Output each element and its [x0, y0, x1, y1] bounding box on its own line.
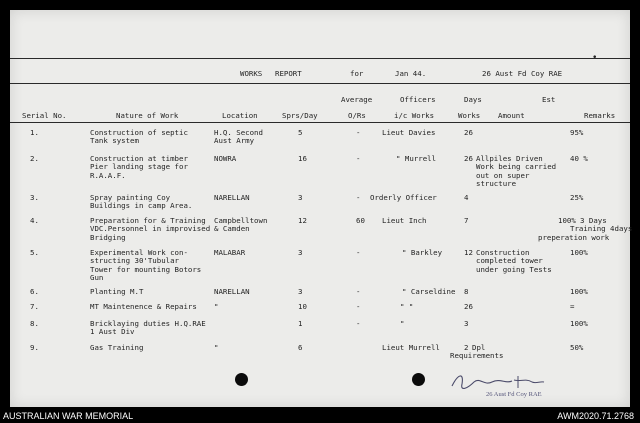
row-2-amount-line: Allpiles Driven — [476, 154, 543, 163]
row-5-amount-line: Construction — [476, 248, 530, 257]
row-7-days: 26 — [464, 302, 473, 311]
signature-stamp — [448, 368, 558, 402]
header-location: Location — [222, 111, 258, 120]
title-unit: 26 Aust Fd Coy RAE — [482, 69, 563, 78]
row-8-days: 3 — [464, 319, 469, 328]
row-3-nature-line: Buildings in camp Area. — [90, 201, 193, 211]
header-average: Average — [341, 95, 373, 104]
row-6-officer: " Carseldine — [402, 287, 456, 296]
column-rule — [10, 122, 630, 123]
row-7-complete: = — [570, 302, 575, 311]
row-8-sprs: 1 — [298, 319, 303, 328]
row-3-serial: 3. — [30, 193, 39, 202]
header-avg-ors: O/Rs — [348, 111, 366, 120]
row-4-location-line: & Camden — [214, 224, 250, 234]
row-2-amount-line: out on super — [476, 170, 530, 180]
row-1-nature-line: Construction of septic — [90, 128, 188, 137]
row-2-nature-line: Pier landing stage for — [90, 162, 188, 172]
row-5-days: 12 — [464, 248, 473, 257]
row-8-nature-line: Bricklaying duties H.Q.RAE — [90, 319, 206, 328]
row-7-serial: 7. — [30, 302, 39, 311]
row-9-location-line: " — [214, 343, 219, 352]
row-4-complete: 100% — [558, 216, 576, 225]
row-5-officer: " Barkley — [402, 248, 443, 257]
row-4-nature-line: VDC.Personnel in improvised — [90, 224, 211, 234]
row-4-remarks-line: 3 Days — [580, 216, 607, 225]
row-3-sprs: 3 — [298, 193, 303, 202]
row-1-officer: Lieut Davies — [382, 128, 436, 137]
title-for: for — [350, 69, 364, 78]
row-1-location-line: Aust Army — [214, 136, 255, 146]
row-8-avg: - — [356, 319, 361, 328]
row-6-location-line: NARELLAN — [214, 287, 250, 296]
header-rule — [10, 83, 630, 84]
row-4-days: 7 — [464, 216, 469, 225]
row-4-remarks-line: preperation work — [538, 232, 610, 242]
row-4-officer: Lieut Inch — [382, 216, 427, 225]
row-6-days: 8 — [464, 287, 469, 296]
row-5-nature-line: Experimental Work con- — [90, 248, 188, 257]
footer-bar — [0, 409, 640, 423]
row-9-officer: Lieut Murrell — [382, 343, 440, 352]
header-officers: Officers — [400, 95, 436, 104]
row-3-days: 4 — [464, 193, 469, 202]
row-3-nature-line: Spray painting Coy — [90, 193, 171, 202]
footer-institution: AUSTRALIAN WAR MEMORIAL — [3, 411, 134, 421]
header-serial: Serial No. — [22, 111, 67, 120]
row-1-days: 26 — [464, 128, 473, 137]
row-2-amount-line: Work being carried — [476, 162, 557, 172]
row-1-location-line: H.Q. Second — [214, 128, 263, 137]
title-month: Jan 44. — [395, 69, 427, 78]
row-5-location-line: MALABAR — [214, 248, 246, 257]
row-4-sprs: 12 — [298, 216, 307, 225]
row-3-avg: - — [356, 193, 361, 202]
row-1-complete: 95% — [570, 128, 584, 137]
row-4-serial: 4. — [30, 216, 39, 225]
row-5-avg: - — [356, 248, 361, 257]
row-3-complete: 25% — [570, 193, 584, 202]
row-2-officer: " Murrell — [396, 154, 437, 163]
row-9-complete: 50% — [570, 343, 584, 352]
header-days-works: Works — [458, 111, 481, 120]
row-7-location-line: " — [214, 302, 219, 311]
row-1-nature-line: Tank system — [90, 136, 139, 146]
stamp-text: 26 Aust Fd Coy RAE — [486, 391, 542, 398]
punch-hole-right — [412, 373, 425, 386]
row-6-sprs: 3 — [298, 287, 303, 296]
row-2-serial: 2. — [30, 154, 39, 163]
row-9-days: 2 — [464, 343, 469, 352]
title-works: WORKS — [240, 69, 263, 78]
row-1-sprs: 5 — [298, 128, 303, 137]
top-rule — [10, 58, 630, 59]
row-9-sprs: 6 — [298, 343, 303, 352]
row-5-nature-line: Gun — [90, 273, 104, 283]
row-7-officer: " " — [400, 302, 414, 311]
row-8-nature-line: 1 Aust Div — [90, 327, 135, 337]
footer-accession: AWM2020.71.2768 — [557, 411, 634, 421]
row-2-amount-line: structure — [476, 179, 517, 189]
row-9-amount-line: Dpl — [472, 343, 486, 352]
row-6-avg: - — [356, 287, 361, 296]
row-4-avg: 60 — [356, 216, 365, 225]
row-5-nature-line: Tower for mounting Botors — [90, 264, 202, 274]
row-6-complete: 100% — [570, 287, 588, 296]
row-5-sprs: 3 — [298, 248, 303, 257]
row-2-complete: 40 % — [570, 154, 588, 163]
row-4-remarks-line: Training 4days — [570, 224, 633, 234]
row-5-serial: 5. — [30, 248, 39, 257]
header-officers-ic: i/c Works — [394, 111, 435, 120]
row-8-officer: " — [400, 319, 405, 328]
row-2-location-line: NOWRA — [214, 154, 237, 163]
row-2-avg: - — [356, 154, 361, 163]
row-9-serial: 9. — [30, 343, 39, 352]
header-days: Days — [464, 95, 482, 104]
header-amount: Amount — [498, 111, 525, 120]
header-remarks: Remarks — [584, 111, 616, 120]
row-4-location-line: Campbelltown — [214, 216, 268, 225]
row-2-nature-line: R.A.A.F. — [90, 170, 126, 180]
row-1-avg: - — [356, 128, 361, 137]
header-sprs: Sprs/Day — [282, 111, 318, 120]
row-5-complete: 100% — [570, 248, 588, 257]
row-9-nature-line: Gas Training — [90, 343, 144, 352]
punch-hole-left — [235, 373, 248, 386]
row-8-complete: 100% — [570, 319, 588, 328]
title-report: REPORT — [275, 69, 302, 78]
row-3-officer: Orderly Officer — [370, 193, 437, 202]
row-8-serial: 8. — [30, 319, 39, 328]
header-nature: Nature of Work — [116, 111, 179, 120]
row-7-sprs: 10 — [298, 302, 307, 311]
row-2-days: 26 — [464, 154, 473, 163]
document-sheet — [10, 10, 633, 407]
corner-mark: • — [592, 53, 598, 63]
row-7-nature-line: MT Maintenence & Repairs — [90, 302, 197, 311]
row-4-nature-line: Bridging — [90, 232, 126, 242]
row-5-amount-line: completed tower — [476, 256, 543, 266]
header-est: Est — [542, 95, 556, 104]
row-6-serial: 6. — [30, 287, 39, 296]
row-2-nature-line: Construction at timber — [90, 154, 188, 163]
row-1-serial: 1. — [30, 128, 39, 137]
row-5-nature-line: structing 30'Tubular — [90, 256, 179, 266]
row-5-amount-line: under going Tests — [476, 264, 552, 274]
row-7-avg: - — [356, 302, 361, 311]
row-2-sprs: 16 — [298, 154, 307, 163]
row-9-amount-line: Requirements — [450, 351, 504, 361]
row-6-nature-line: Planting M.T — [90, 287, 144, 296]
row-3-location-line: NARELLAN — [214, 193, 250, 202]
row-4-nature-line: Preparation for & Training — [90, 216, 206, 225]
